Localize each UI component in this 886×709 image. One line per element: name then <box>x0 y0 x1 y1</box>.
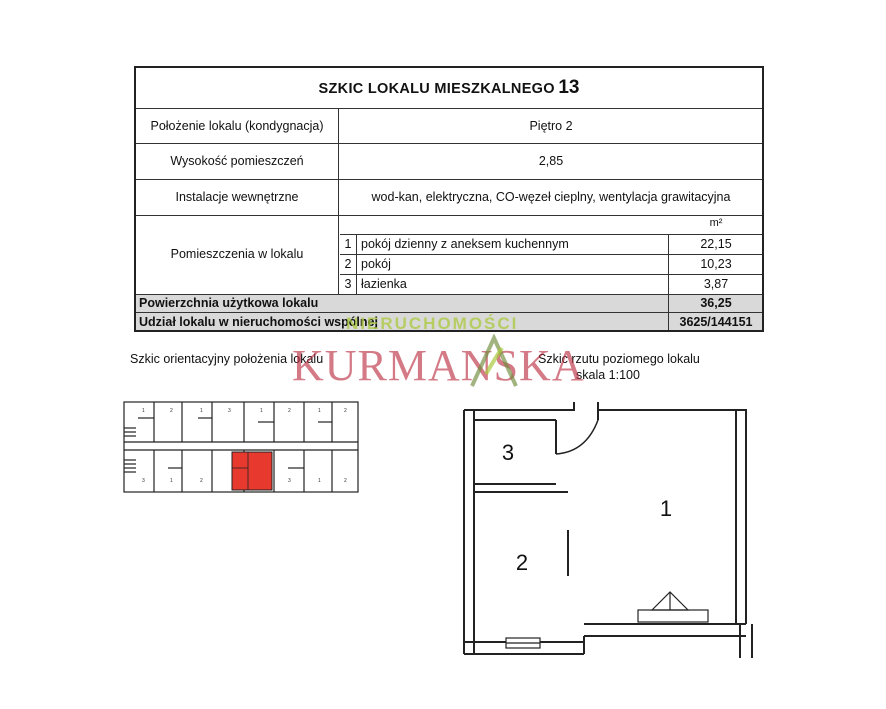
scale-caption: skala 1:100 <box>576 368 640 382</box>
orientation-caption: Szkic orientacyjny położenia lokalu <box>130 352 324 366</box>
watermark-top: NIERUCHOMOŚCI <box>346 314 519 333</box>
watermark-emblem <box>466 334 522 390</box>
svg-text:1: 1 <box>142 408 145 414</box>
unit-number: 13 <box>558 77 580 98</box>
svg-text:2: 2 <box>344 478 347 484</box>
room-1-no: 1 <box>344 237 352 251</box>
svg-text:2: 2 <box>170 408 173 414</box>
svg-text:2: 2 <box>200 478 203 484</box>
svg-text:3: 3 <box>288 478 291 484</box>
title-text: SZKIC LOKALU MIESZKALNEGO <box>318 81 555 97</box>
svg-text:3: 3 <box>142 478 145 484</box>
room-1-name: pokój dzienny z aneksem kuchennym <box>361 237 569 251</box>
unit-info-table <box>134 66 764 332</box>
room-2-area: 10,23 <box>700 257 732 271</box>
watermark-logo: KURMANSKA <box>292 341 585 390</box>
svg-text:1: 1 <box>200 408 203 414</box>
total-value: 36,25 <box>700 296 732 310</box>
installations-label: Instalacje wewnętrzne <box>175 190 299 204</box>
svg-text:1: 1 <box>170 478 173 484</box>
height-value: 2,85 <box>538 154 564 168</box>
sheet-title <box>136 78 762 97</box>
room-3-name: łazienka <box>361 277 407 291</box>
highlighted-unit <box>232 452 272 490</box>
plan-room-2: 2 <box>515 550 529 575</box>
height-label: Wysokość pomieszczeń <box>170 154 304 168</box>
svg-text:2: 2 <box>288 408 291 414</box>
room-2-no: 2 <box>344 257 352 271</box>
total-label: Powierzchnia użytkowa lokalu <box>139 296 319 310</box>
room-2-name: pokój <box>361 257 391 271</box>
share-value: 3625/144151 <box>679 315 753 329</box>
svg-text:1: 1 <box>318 478 321 484</box>
unit-floor-plan <box>456 396 768 664</box>
unit-header: m² <box>709 217 723 229</box>
share-label: Udział lokalu w nieruchomości wspólnej <box>139 315 378 329</box>
svg-text:3: 3 <box>228 408 231 414</box>
svg-text:2: 2 <box>344 408 347 414</box>
svg-text:1: 1 <box>318 408 321 414</box>
plan-caption: Szkic rzutu poziomego lokalu <box>538 352 700 366</box>
floor-label: Położenie lokalu (kondygnacja) <box>150 119 324 133</box>
plan-room-3: 3 <box>501 440 515 465</box>
floor-value: Piętro 2 <box>529 119 573 133</box>
room-3-area: 3,87 <box>703 277 729 291</box>
building-orientation-plan <box>112 398 364 498</box>
installations-value: wod-kan, elektryczna, CO-węzeł cieplny, wentylacja grawitacyjna <box>371 190 731 204</box>
svg-text:1: 1 <box>260 408 263 414</box>
plan-room-1: 1 <box>659 496 673 521</box>
room-3-no: 3 <box>344 277 352 291</box>
room-1-area: 22,15 <box>700 237 732 251</box>
rooms-label: Pomieszczenia w lokalu <box>170 247 304 261</box>
